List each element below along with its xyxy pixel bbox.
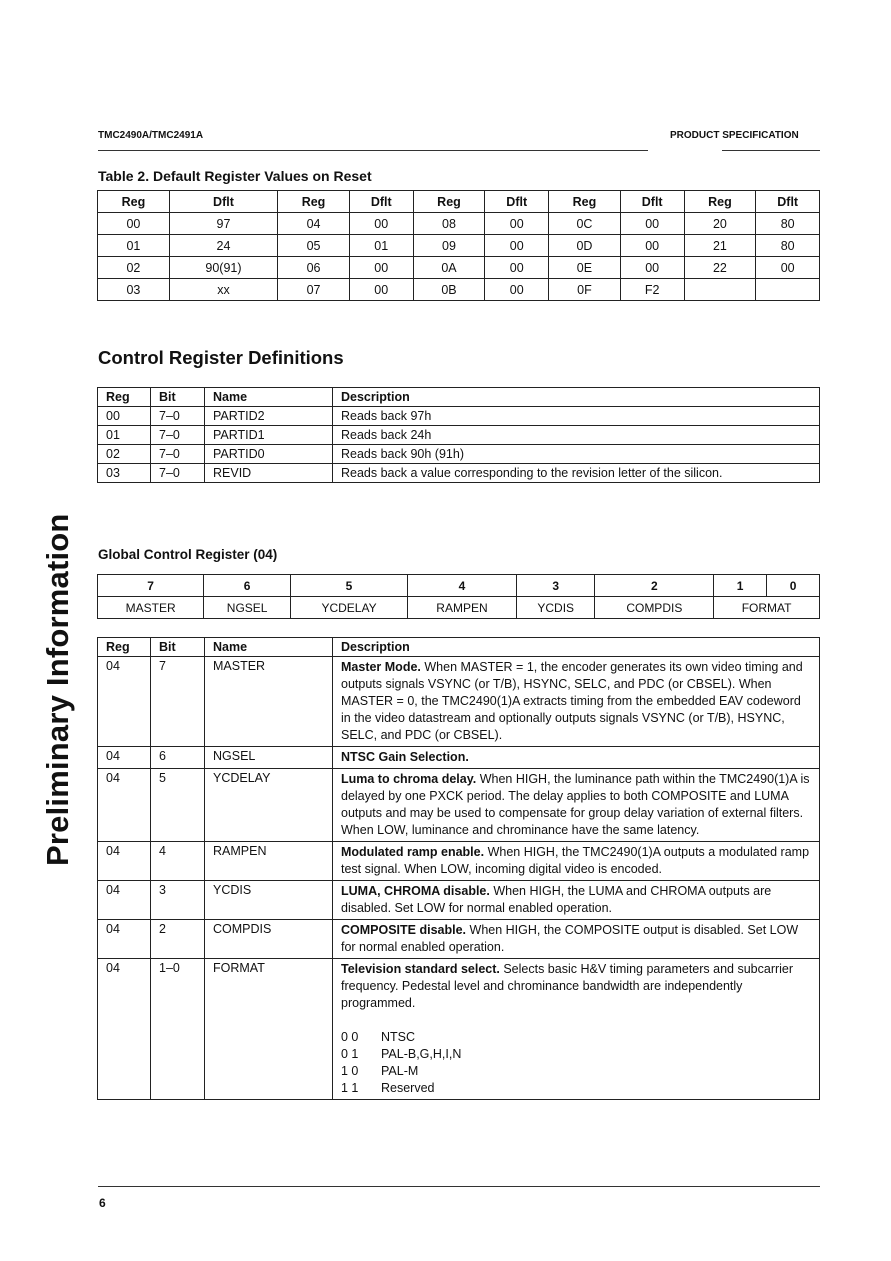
format-option (341, 1029, 811, 1046)
description-lead: COMPOSITE disable. (341, 923, 467, 937)
bit-number: 3 (516, 575, 594, 597)
table-cell: Reads back 24h (333, 426, 820, 445)
reg-cell: 04 (98, 881, 151, 920)
description-lead: Modulated ramp enable. (341, 845, 485, 859)
bit-name: MASTER (98, 597, 204, 619)
table-row (98, 747, 820, 769)
reg-cell: 04 (98, 747, 151, 769)
description-lead: NTSC Gain Selection. (341, 750, 469, 764)
header-cell: Bit (151, 638, 205, 657)
table-cell: Reads back 97h (333, 407, 820, 426)
header-cell: Reg (278, 191, 350, 213)
description-cell (333, 959, 820, 1100)
header-cell: Dflt (620, 191, 684, 213)
table-cell: 00 (485, 257, 549, 279)
table-cell: 80 (756, 235, 820, 257)
name-cell: MASTER (205, 657, 333, 747)
table-row (98, 445, 820, 464)
name-cell: YCDIS (205, 881, 333, 920)
bit-name: COMPDIS (595, 597, 714, 619)
description-lead: LUMA, CHROMA disable. (341, 884, 490, 898)
name-cell: COMPDIS (205, 920, 333, 959)
table-cell: 00 (620, 235, 684, 257)
side-label: Preliminary Information (40, 513, 75, 866)
header-rule-left (98, 150, 648, 151)
table-cell: 00 (98, 407, 151, 426)
table-cell: 04 (278, 213, 350, 235)
format-option (341, 1046, 811, 1063)
table-row (98, 426, 820, 445)
table-cell: 0C (549, 213, 621, 235)
table-cell: PARTID1 (205, 426, 333, 445)
table-cell: 7–0 (151, 464, 205, 483)
header-cell: Name (205, 388, 333, 407)
table-cell: PARTID0 (205, 445, 333, 464)
table-cell: 03 (98, 279, 170, 301)
description-lead: Luma to chroma delay. (341, 772, 477, 786)
table-cell: 7–0 (151, 445, 205, 464)
control-register-table (97, 387, 820, 483)
table-header-row (98, 638, 820, 657)
table-header-row (98, 388, 820, 407)
table-row (98, 842, 820, 881)
bit-number: 7 (98, 575, 204, 597)
header-cell: Dflt (349, 191, 413, 213)
bit-name: RAMPEN (407, 597, 516, 619)
header-cell: Reg (98, 638, 151, 657)
table-cell: 00 (98, 213, 170, 235)
bit-name-row (98, 597, 820, 619)
table-row (98, 920, 820, 959)
table-cell: Reads back 90h (91h) (333, 445, 820, 464)
table-cell: 0B (413, 279, 485, 301)
table-cell: 24 (169, 235, 277, 257)
format-option (341, 1080, 811, 1097)
bit-name: YCDELAY (291, 597, 408, 619)
table-cell: PARTID2 (205, 407, 333, 426)
table-cell: 01 (98, 426, 151, 445)
table-cell: 02 (98, 257, 170, 279)
bit-number: 6 (204, 575, 291, 597)
format-code: 1 1 (341, 1081, 359, 1095)
header-cell: Dflt (756, 191, 820, 213)
description-lead: Television standard select. (341, 962, 500, 976)
format-label: PAL-B,G,H,I,N (381, 1047, 462, 1061)
table-cell: 0A (413, 257, 485, 279)
table-row (98, 279, 820, 301)
table-cell: 06 (278, 257, 350, 279)
bit-number: 5 (291, 575, 408, 597)
table-cell: xx (169, 279, 277, 301)
header-cell: Dflt (169, 191, 277, 213)
table2-title: Table 2. Default Register Values on Reset (98, 168, 372, 184)
description-lead: Master Mode. (341, 660, 421, 674)
description-cell (333, 769, 820, 842)
header-cell: Reg (549, 191, 621, 213)
table-cell: 97 (169, 213, 277, 235)
table-header-row (98, 191, 820, 213)
table-cell: 22 (684, 257, 756, 279)
bit-name: FORMAT (714, 597, 820, 619)
bit-cell: 2 (151, 920, 205, 959)
header-cell: Reg (684, 191, 756, 213)
table-cell: 09 (413, 235, 485, 257)
table-cell: 80 (756, 213, 820, 235)
table-cell: 0F (549, 279, 621, 301)
bit-number: 2 (595, 575, 714, 597)
description-text: When HIGH, the luminance path within the TMC2490(1)A is delayed by one PXCK period. The delay applies to both COMPOSITE and LUMA outputs and may be used to compensate for group delay variation of external filters. When LOW, luminance and chrominance have the same latency. (341, 772, 810, 837)
table-row (98, 959, 820, 1100)
header-cell: Name (205, 638, 333, 657)
gcr-title: Global Control Register (04) (98, 547, 278, 562)
description-cell (333, 920, 820, 959)
table-cell: 02 (98, 445, 151, 464)
name-cell: NGSEL (205, 747, 333, 769)
global-control-table (97, 637, 820, 1100)
bit-cell: 7 (151, 657, 205, 747)
table-cell: 7–0 (151, 426, 205, 445)
table-row (98, 657, 820, 747)
format-code: 0 1 (341, 1047, 359, 1061)
reg-cell: 04 (98, 769, 151, 842)
name-cell: YCDELAY (205, 769, 333, 842)
format-code: 0 0 (341, 1030, 359, 1044)
description-text: When HIGH, the TMC2490(1)A outputs a modulated ramp test signal. When LOW, incoming digital video is encoded. (341, 845, 810, 876)
description-text: When HIGH, the COMPOSITE output is disabled. Set LOW for normal enabled operation. (341, 923, 799, 954)
table-cell: 00 (485, 213, 549, 235)
header-cell: Bit (151, 388, 205, 407)
table-cell: REVID (205, 464, 333, 483)
table-cell: 03 (98, 464, 151, 483)
footer-rule (98, 1186, 820, 1187)
bit-layout-table (97, 574, 820, 619)
table-cell: 00 (756, 257, 820, 279)
reg-cell: 04 (98, 959, 151, 1100)
bit-name: YCDIS (516, 597, 594, 619)
table-cell: 05 (278, 235, 350, 257)
table-cell: 08 (413, 213, 485, 235)
table-cell: 07 (278, 279, 350, 301)
page-number: 6 (99, 1196, 106, 1210)
description-cell (333, 842, 820, 881)
table-cell (756, 279, 820, 301)
table-cell: 0D (549, 235, 621, 257)
table-cell: 00 (349, 213, 413, 235)
table-cell: 0E (549, 257, 621, 279)
table-cell: 00 (620, 213, 684, 235)
bit-cell: 4 (151, 842, 205, 881)
description-text: Selects basic H&V timing parameters and subcarrier frequency. Pedestal level and chrominance bandwidth are independently programmed. (341, 962, 794, 1010)
table-row (98, 407, 820, 426)
header-cell: Reg (98, 191, 170, 213)
table-cell: 00 (485, 235, 549, 257)
reg-cell: 04 (98, 842, 151, 881)
table-cell: 21 (684, 235, 756, 257)
table-cell: Reads back a value corresponding to the revision letter of the silicon. (333, 464, 820, 483)
bit-number: 0 (767, 575, 820, 597)
header-cell: Description (333, 638, 820, 657)
bit-cell: 3 (151, 881, 205, 920)
bit-cell: 1–0 (151, 959, 205, 1100)
bit-number-row (98, 575, 820, 597)
table-cell (684, 279, 756, 301)
description-cell (333, 747, 820, 769)
name-cell: RAMPEN (205, 842, 333, 881)
bit-number: 1 (714, 575, 767, 597)
table-row (98, 257, 820, 279)
table-row (98, 464, 820, 483)
format-option (341, 1063, 811, 1080)
table-cell: 00 (485, 279, 549, 301)
format-label: NTSC (381, 1030, 416, 1044)
description-text: When HIGH, the LUMA and CHROMA outputs are disabled. Set LOW for normal enabled operation. (341, 884, 772, 915)
bit-cell: 6 (151, 747, 205, 769)
name-cell: FORMAT (205, 959, 333, 1100)
table-row (98, 213, 820, 235)
table-cell: 01 (98, 235, 170, 257)
header-cell: Reg (413, 191, 485, 213)
description-cell (333, 881, 820, 920)
header-cell: Description (333, 388, 820, 407)
table-cell: 00 (349, 257, 413, 279)
header-cell: Dflt (485, 191, 549, 213)
description-text: When MASTER = 1, the encoder generates its own video timing and outputs signals VSYNC (or T/B), HSYNC, SELC, and PDC (or CBSEL). When MASTER = 0, the TMC2490(1)A extracts timing from the embedded EAV codeword in the video datastream and optionally outputs signals VSYNC (or T/B), HSYNC, SELC, and PDC (or CBSEL). (341, 660, 803, 742)
table-row (98, 881, 820, 920)
header-cell: Reg (98, 388, 151, 407)
header-rule-right (722, 150, 820, 151)
crd-title: Control Register Definitions (98, 347, 344, 368)
table-cell: 01 (349, 235, 413, 257)
header-right: PRODUCT SPECIFICATION (670, 130, 799, 141)
reg-cell: 04 (98, 920, 151, 959)
header-left: TMC2490A/TMC2491A (98, 130, 204, 141)
table-cell: 20 (684, 213, 756, 235)
reg-cell: 04 (98, 657, 151, 747)
format-label: Reserved (381, 1081, 435, 1095)
bit-name: NGSEL (204, 597, 291, 619)
table-row (98, 769, 820, 842)
format-code: 1 0 (341, 1064, 359, 1078)
description-cell (333, 657, 820, 747)
table-cell: 7–0 (151, 407, 205, 426)
table-row (98, 235, 820, 257)
bit-number: 4 (407, 575, 516, 597)
bit-cell: 5 (151, 769, 205, 842)
table-cell: 00 (349, 279, 413, 301)
format-label: PAL-M (381, 1064, 419, 1078)
table-cell: F2 (620, 279, 684, 301)
default-register-table (97, 190, 820, 301)
table-cell: 90(91) (169, 257, 277, 279)
table-cell: 00 (620, 257, 684, 279)
